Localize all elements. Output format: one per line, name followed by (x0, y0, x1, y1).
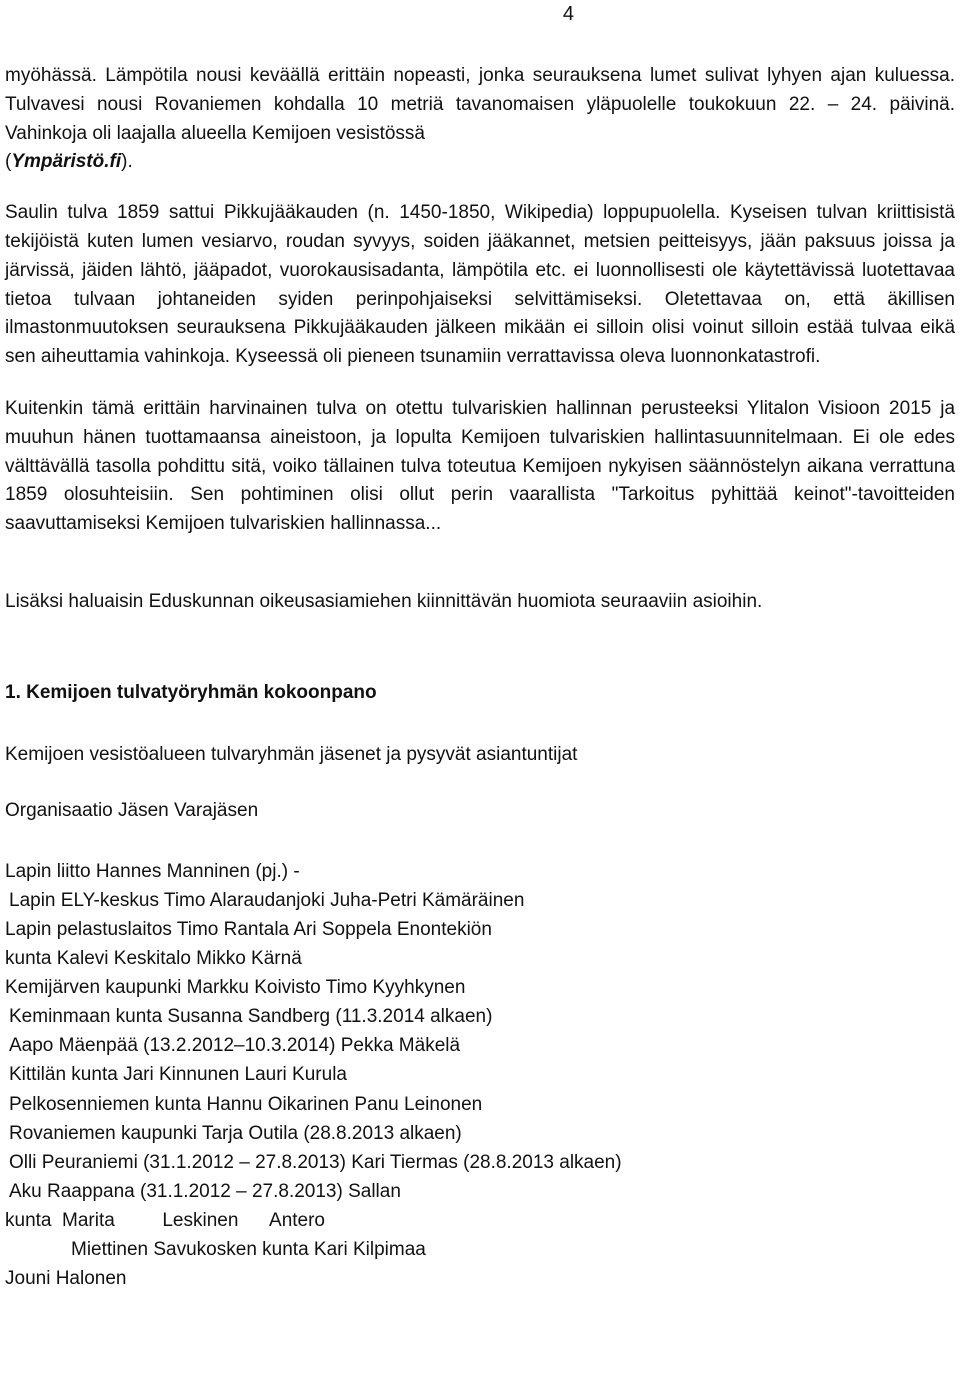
paragraph-2-line-5: perinpohjaiseksi selvittämiseksi. Oletettavaa on, että äkillisen ilmastonmuutoksen (5, 288, 955, 339)
source-citation: Ympäristö.fi (11, 151, 122, 173)
paragraph-2-line-3: peitteisyys, jään paksuus joissa ja järvissä, jäiden lähtö, jääpadot, vuorokausisadanta, (5, 230, 956, 281)
member-line: Pelkosenniemen kunta Hannu Oikarinen Panu Leinonen (9, 1093, 483, 1115)
paragraph-3 (5, 395, 955, 539)
members-columns-line: Organisaatio Jäsen Varajäsen (5, 799, 259, 821)
paragraph-1-source-suffix: ). (121, 151, 133, 173)
paragraph-2-line-4: lämpötila etc. ei luonnollisesti ole käytettävissä luotettavaa tietoa tulvaan johtaneiden syiden (5, 259, 955, 310)
member-line: kunta Marita Leskinen Antero (5, 1209, 325, 1231)
member-line: Rovaniemen kaupunki Tarja Outila (28.8.2013 alkaen) (9, 1122, 462, 1144)
paragraph-1-line-3: yläpuolelle toukokuun 22. – 24. päivinä. Vahinkoja oli laajalla alueella Kemijoen vesistössä (5, 93, 955, 144)
paragraph-2 (5, 199, 955, 372)
member-line: Aapo Mäenpää (13.2.2012–10.3.2014) Pekka Mäkelä (9, 1035, 461, 1057)
paragraph-1-source-prefix: ( (5, 151, 12, 173)
member-line: Keminmaan kunta Susanna Sandberg (11.3.2014 alkaen) (9, 1006, 493, 1028)
member-line: Lapin liitto Hannes Manninen (pj.) - (5, 860, 300, 882)
paragraph-2-line-6: seurauksena Pikkujääkauden jälkeen mikään ei silloin olisi voinut silloin estää tulvaa eikä sen (5, 317, 956, 368)
member-line: Jouni Halonen (5, 1268, 127, 1290)
paragraph-3-line-3: hallintasuunnitelmaan. Ei ole edes välttävällä tasolla pohdittu sitä, voiko tällainen tulva (5, 426, 956, 477)
paragraph-4-line-1: Lisäksi haluaisin Eduskunnan oikeusasiamiehen kiinnittävän huomiota seuraaviin asioihin. (5, 590, 763, 612)
paragraph-3-line-2: Visioon 2015 ja muuhun hänen tuottamaansa aineistoon, ja lopulta Kemijoen tulvariskien (5, 397, 956, 448)
member-line: Kemijärven kaupunki Markku Koivisto Timo Kyyhkynen (5, 977, 466, 999)
page-number: 4 (562, 3, 574, 25)
member-line: Kittilän kunta Jari Kinnunen Lauri Kurula (9, 1064, 347, 1086)
member-line: Aku Raappana (31.1.2012 – 27.8.2013) Sallan (9, 1180, 401, 1202)
section-heading: 1. Kemijoen tulvatyöryhmän kokoonpano (5, 681, 377, 703)
member-line: Lapin pelastuslaitos Timo Rantala Ari Soppela Enontekiön (5, 918, 492, 940)
paragraph-2-line-7: aiheuttamia vahinkoja. Kyseessä oli pieneen tsunamiin verrattavissa oleva luonnonkatastrofi. (40, 346, 821, 368)
paragraph-4 (5, 588, 955, 617)
member-line: kunta Kalevi Keskitalo Mikko Kärnä (5, 948, 302, 970)
member-line: Miettinen Savukosken kunta Kari Kilpimaa (71, 1238, 426, 1260)
paragraph-2-line-1: Saulin tulva 1859 sattui Pikkujääkauden (n. 1450-1850, Wikipedia) loppupuolella. Kyseisen (5, 202, 808, 224)
paragraph-3-line-4: toteutua Kemijoen nykyisen säännöstelyn aikana verrattuna 1859 olosuhteisiin. Sen (5, 455, 956, 506)
paragraph-3-line-6: saavuttamiseksi Kemijoen tulvariskien hallinnassa... (5, 513, 442, 535)
paragraph-2-line-2: tulvan kriittisistä tekijöistä kuten lumen vesiarvo, roudan syvyys, soiden jääkannet, metsien (5, 202, 956, 252)
member-line: Lapin ELY-keskus Timo Alaraudanjoki Juha-Petri Kämäräinen (9, 889, 525, 911)
paragraph-1-line-1: myöhässä. Lämpötila nousi keväällä erittäin nopeasti, jonka seurauksena lumet sulivat (5, 65, 759, 86)
document-body (5, 62, 955, 1293)
members-list (5, 857, 955, 1293)
member-line: Olli Peuraniemi (31.1.2012 – 27.8.2013) Kari Tiermas (28.8.2013 alkaen) (9, 1151, 622, 1173)
paragraph-1 (5, 62, 955, 177)
section-subtitle: Kemijoen vesistöalueen tulvaryhmän jäsenet ja pysyvät asiantuntijat (5, 743, 578, 765)
paragraph-1-line-2: lyhyen ajan kuluessa. Tulvavesi nousi Rovaniemen kohdalla 10 metriä tavanomaisen (5, 65, 956, 115)
paragraph-3-line-1: Kuitenkin tämä erittäin harvinainen tulva on otettu tulvariskien hallinnan perusteeksi Ylitalon (5, 397, 810, 419)
paragraph-3-line-5: pohtiminen olisi ollut perin vaarallista "Tarkoitus pyhittää keinot"-tavoitteiden (240, 484, 956, 506)
